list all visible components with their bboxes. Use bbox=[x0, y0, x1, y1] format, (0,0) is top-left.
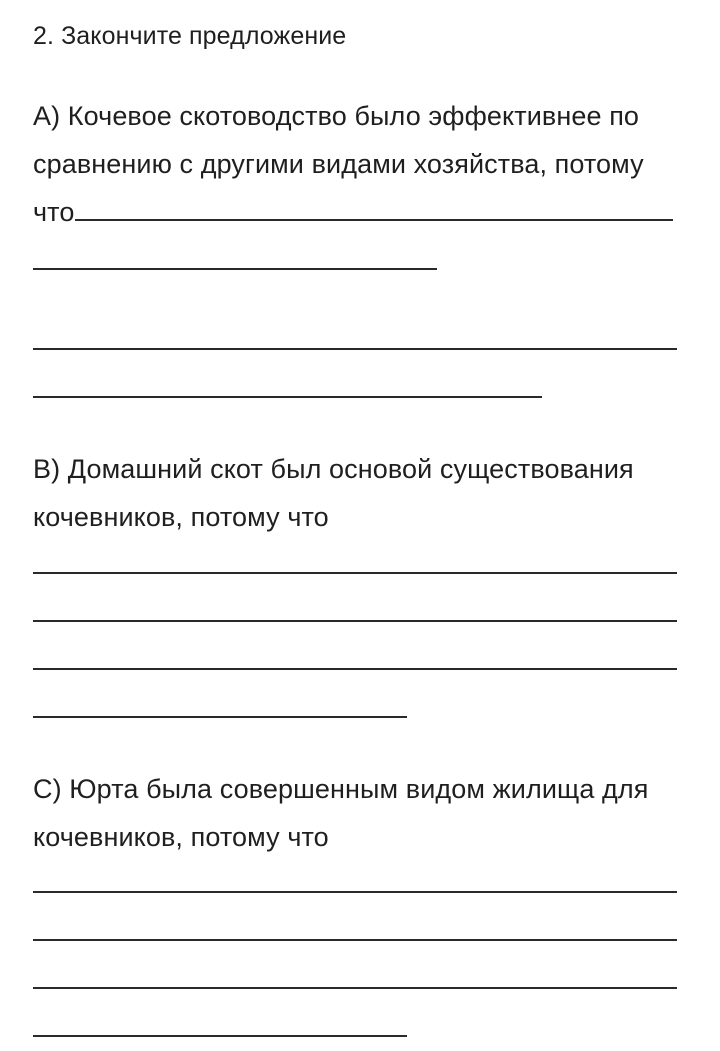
question-b-line-2: кочевников, потому что bbox=[33, 502, 329, 532]
answer-blank-c-1[interactable] bbox=[33, 891, 677, 893]
question-c-line-2: кочевников, потому что bbox=[33, 822, 329, 852]
answer-blank-a-inline[interactable] bbox=[75, 219, 673, 221]
answer-blank-c-2[interactable] bbox=[33, 939, 677, 941]
question-a-line-3-text: что bbox=[33, 197, 75, 227]
answer-blank-c-4[interactable] bbox=[33, 1035, 407, 1037]
answer-blank-a-1[interactable] bbox=[33, 268, 437, 270]
answer-blank-c-3[interactable] bbox=[33, 987, 677, 989]
answer-blank-b-2[interactable] bbox=[33, 620, 677, 622]
answer-blank-a-3[interactable] bbox=[33, 396, 542, 398]
answer-blank-b-1[interactable] bbox=[33, 572, 677, 574]
question-a-line-3 bbox=[33, 196, 673, 228]
question-a-line-1: А) Кочевое скотоводство было эффективнее по bbox=[33, 101, 640, 131]
answer-blank-b-3[interactable] bbox=[33, 668, 677, 670]
answer-blank-a-2[interactable] bbox=[33, 348, 677, 350]
question-b-line-1: В) Домашний скот был основой существования bbox=[33, 454, 634, 484]
answer-blank-b-4[interactable] bbox=[33, 716, 407, 718]
question-a-line-2: сравнению с другими видами хозяйства, потому bbox=[33, 149, 644, 179]
question-c-line-1: С) Юрта была совершенным видом жилища для bbox=[33, 774, 649, 804]
task-heading: 2. Закончите предложение bbox=[33, 22, 347, 50]
